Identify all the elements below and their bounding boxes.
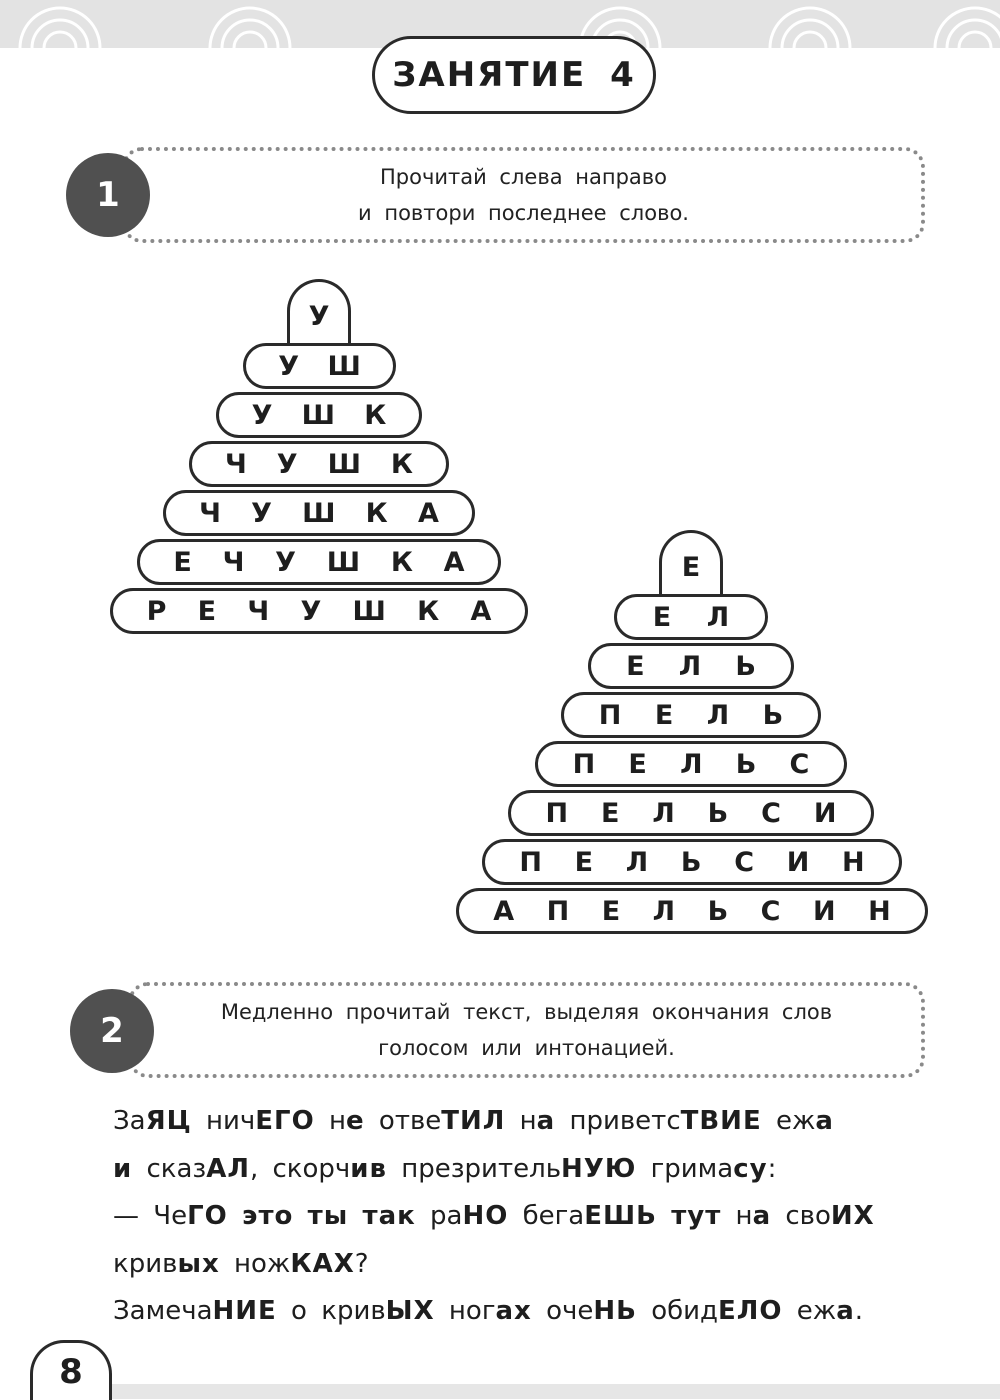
pyramid-letter: Ч: [222, 546, 245, 578]
text-fragment: презритель: [386, 1153, 562, 1184]
emphasized-ending: НО: [462, 1201, 509, 1231]
pyramid-letter: Е: [628, 748, 647, 780]
reading-line: [113, 1146, 973, 1194]
pyramid-2-top: Е: [659, 530, 723, 596]
lesson-title: ЗАНЯТИЕ 4: [372, 36, 656, 114]
emphasized-ending: ЕЛО: [718, 1296, 783, 1326]
pyramid-letter: Е: [626, 650, 645, 682]
page-number: 8: [30, 1340, 112, 1400]
pyramid-letter: А: [493, 895, 515, 927]
pyramid-letter: Л: [625, 846, 649, 878]
pyramid-letter: Ш: [327, 448, 361, 480]
pyramid-letter: С: [734, 846, 755, 878]
pyramid-2-row: [482, 839, 902, 885]
pyramid-letter: У: [275, 546, 296, 578]
pyramid-letter: Е: [197, 595, 217, 627]
emphasized-ending: КАХ: [290, 1248, 355, 1279]
text-fragment: [293, 1201, 307, 1231]
pyramid-letter: Е: [173, 546, 192, 578]
pyramid-letter: И: [812, 895, 836, 927]
text-fragment: оче: [531, 1296, 594, 1326]
pyramid-letter: П: [519, 846, 542, 878]
pyramid-letter: У: [300, 595, 322, 627]
emphasized-ending: ТИЛ: [441, 1106, 506, 1136]
text-fragment: ?: [354, 1248, 369, 1279]
text-fragment: ног: [434, 1296, 496, 1326]
pyramid-letter: Ч: [199, 497, 221, 529]
text-fragment: ра: [415, 1201, 463, 1231]
text-fragment: нич: [191, 1106, 256, 1136]
pyramid-letter: П: [598, 699, 622, 731]
pyramid-letter: Ш: [302, 497, 336, 529]
pyramid-letter: Н: [868, 895, 891, 927]
reading-line: [113, 1098, 973, 1146]
text-fragment: н: [314, 1106, 346, 1136]
pyramid-1-row: [216, 392, 422, 438]
text-fragment: приветс: [555, 1106, 681, 1136]
task-2-instruction-line-2: голосом или интонацией.: [378, 1036, 675, 1060]
pyramid-letter: Ь: [707, 797, 729, 829]
text-fragment: , скорч: [249, 1153, 351, 1184]
pyramid-letter: А: [443, 546, 465, 578]
pyramid-letter: Л: [706, 601, 730, 633]
emphasized-ending: ах: [495, 1296, 532, 1326]
text-fragment: крив: [113, 1248, 178, 1279]
pyramid-2-row: [535, 741, 847, 787]
pyramid-letter: Л: [652, 895, 676, 927]
pyramid-letter: Ь: [735, 748, 757, 780]
pyramid-2-row: [588, 643, 794, 689]
emphasized-ending: так: [362, 1201, 416, 1231]
text-fragment: [228, 1201, 242, 1231]
task-1-instruction-line-1: Прочитай слева направо: [379, 165, 667, 189]
text-fragment: Замеча: [113, 1296, 213, 1326]
text-fragment: За: [113, 1106, 146, 1136]
pyramid-letter: А: [470, 595, 492, 627]
task-1-instruction-line-2: и повтори последнее слово.: [358, 201, 689, 225]
pyramid-letter: Ч: [224, 448, 247, 480]
text-fragment: [657, 1201, 671, 1231]
emphasized-ending: ГО: [187, 1201, 228, 1231]
pyramid-letter: И: [786, 846, 810, 878]
reading-line: [113, 1241, 973, 1289]
text-fragment: сказ: [132, 1153, 207, 1184]
task-2-instruction-box: [128, 982, 925, 1078]
pyramid-letter: Ь: [707, 895, 729, 927]
pyramid-letter: С: [789, 748, 810, 780]
text-fragment: сво: [771, 1201, 831, 1231]
emphasized-ending: а: [536, 1106, 556, 1136]
pyramid-letter: С: [760, 895, 781, 927]
emphasized-ending: а: [752, 1201, 772, 1231]
pyramid-letter: Е: [574, 846, 594, 878]
pyramid-letter: Е: [652, 601, 672, 633]
pyramid-letter: П: [545, 797, 569, 829]
emphasized-ending: ых: [177, 1248, 220, 1279]
pyramid-2-row: [456, 888, 928, 934]
pyramid-letter: Л: [680, 748, 703, 780]
pyramid-letter: Ь: [680, 846, 702, 878]
pyramid-letter: Ш: [301, 399, 336, 431]
emphasized-ending: АЛ: [206, 1153, 250, 1184]
text-fragment: грима: [636, 1153, 734, 1184]
reading-line: [113, 1193, 973, 1241]
pyramid-letter: Р: [146, 595, 167, 627]
pyramid-letter: К: [417, 595, 440, 627]
emphasized-ending: су: [733, 1153, 768, 1184]
pyramid-letter: Л: [678, 650, 702, 682]
pyramid-letter: П: [546, 895, 570, 927]
task-1-number-badge: 1: [66, 153, 150, 237]
pyramid-letter: Е: [601, 895, 621, 927]
task-2-number-badge: 2: [70, 989, 154, 1073]
pyramid-letter: Ь: [762, 699, 784, 731]
emphasized-ending: и: [113, 1153, 133, 1184]
emphasized-ending: а: [836, 1296, 855, 1326]
pyramid-letter: У: [276, 448, 298, 480]
pyramid-letter: У: [251, 497, 272, 529]
text-fragment: н: [721, 1201, 753, 1231]
text-fragment: н: [505, 1106, 537, 1136]
text-fragment: бега: [508, 1201, 585, 1231]
pyramid-2-row: [561, 692, 821, 738]
pyramid-letter: Ш: [352, 595, 386, 627]
pyramid-1-top: У: [287, 279, 351, 345]
emphasized-ending: ЕГО: [255, 1106, 315, 1136]
pyramid-letter: К: [390, 448, 413, 480]
emphasized-ending: ЫХ: [385, 1296, 435, 1326]
emphasized-ending: это: [242, 1201, 294, 1231]
pyramid-letter: Ш: [326, 546, 361, 578]
emphasized-ending: ИХ: [830, 1201, 875, 1231]
pyramid-letter: Ь: [735, 650, 756, 682]
pyramid-2-row: [614, 594, 768, 640]
emphasized-ending: НЬ: [593, 1296, 637, 1326]
text-fragment: еж: [761, 1106, 816, 1136]
pyramid-1-row: [243, 343, 396, 389]
emphasized-ending: ты: [307, 1201, 349, 1231]
emphasized-ending: е: [346, 1106, 365, 1136]
text-fragment: отве: [364, 1106, 442, 1136]
reading-line: [113, 1288, 973, 1336]
text-fragment: обид: [636, 1296, 719, 1326]
pyramid-letter: К: [365, 497, 388, 529]
text-fragment: еж: [782, 1296, 837, 1326]
text-fragment: нож: [219, 1248, 291, 1279]
emphasized-ending: ТВИЕ: [680, 1106, 762, 1136]
emphasized-ending: ЯЦ: [145, 1106, 192, 1136]
pyramid-1-row: [110, 588, 528, 634]
emphasized-ending: а: [815, 1106, 834, 1136]
text-fragment: — Че: [113, 1201, 188, 1231]
pyramid-letter: С: [761, 797, 781, 829]
decorative-footer-band: [112, 1384, 1000, 1399]
pyramid-letter: Л: [652, 797, 675, 829]
pyramid-letter: У: [251, 399, 273, 431]
emphasized-ending: ив: [350, 1153, 387, 1184]
pyramid-2-row: [508, 790, 874, 836]
task-1-instruction-box: [122, 147, 925, 243]
pyramid-1-row: [189, 441, 449, 487]
pyramid-letter: П: [572, 748, 596, 780]
pyramid-letter: К: [364, 399, 387, 431]
pyramid-letter: А: [417, 497, 439, 529]
pyramid-letter: И: [813, 797, 837, 829]
text-fragment: .: [854, 1296, 864, 1326]
pyramid-letter: Е: [600, 797, 620, 829]
pyramid-letter: У: [278, 350, 300, 382]
pyramid-letter: К: [390, 546, 413, 578]
text-fragment: [348, 1201, 362, 1231]
pyramid-letter: Ш: [327, 350, 361, 382]
pyramid-letter: Е: [654, 699, 674, 731]
emphasized-ending: тут: [671, 1201, 722, 1231]
emphasized-ending: ЕШЬ: [584, 1201, 657, 1231]
pyramid-1-row: [163, 490, 475, 536]
text-fragment: :: [767, 1153, 777, 1184]
emphasized-ending: НУЮ: [561, 1153, 637, 1184]
emphasized-ending: НИЕ: [212, 1296, 277, 1326]
pyramid-1-row: [137, 539, 501, 585]
pyramid-letter: Н: [842, 846, 865, 878]
reading-text: [113, 1098, 973, 1336]
pyramid-letter: Ч: [247, 595, 270, 627]
pyramid-letter: Л: [706, 699, 730, 731]
task-2-instruction-line-1: Медленно прочитай текст, выделяя окончания слов: [220, 1000, 833, 1024]
text-fragment: о крив: [276, 1296, 386, 1326]
